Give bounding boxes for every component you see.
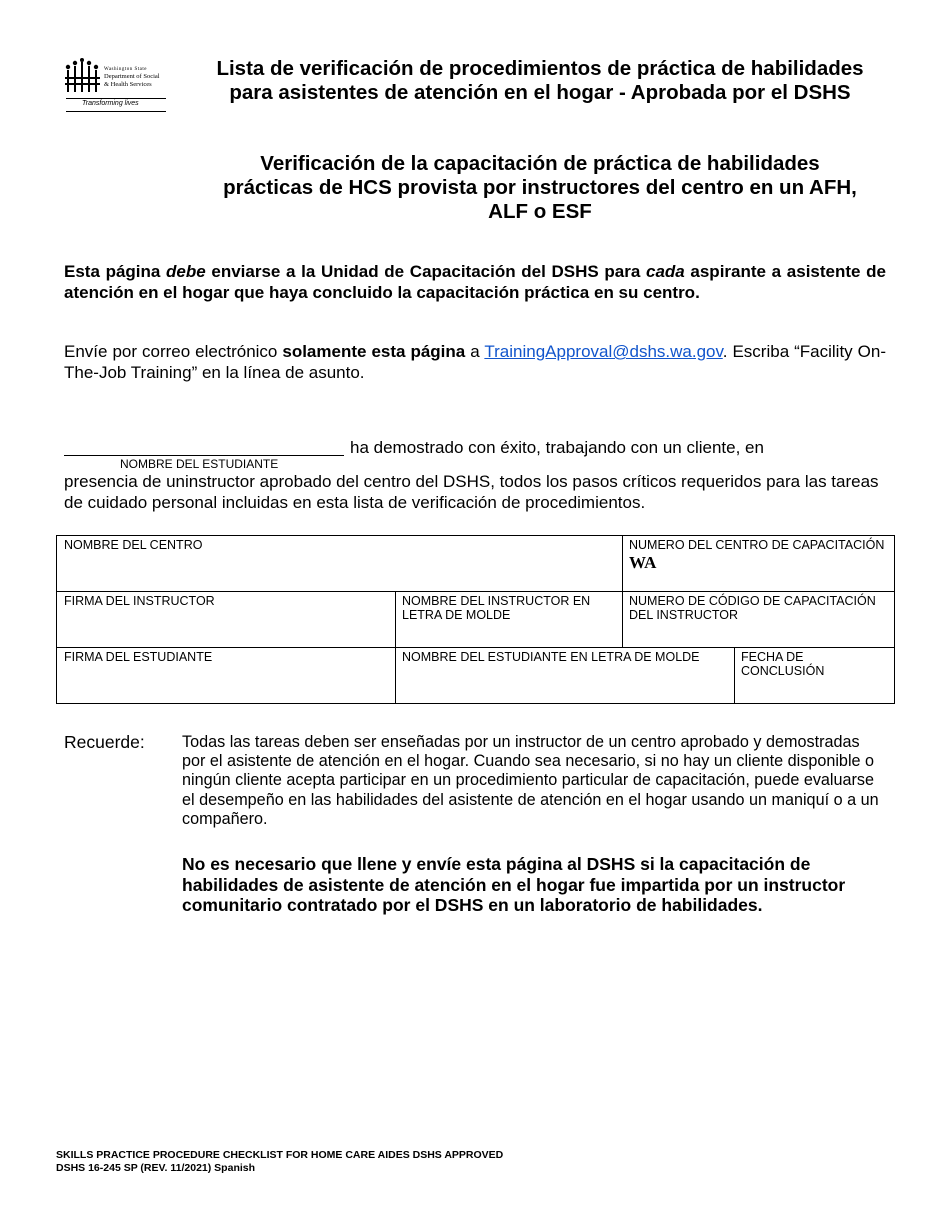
facility-name-field[interactable] bbox=[57, 536, 622, 591]
completion-date-label: FECHA DE CONCLUSIÓN bbox=[741, 650, 825, 678]
training-center-number-field[interactable] bbox=[622, 536, 894, 591]
email-instruction: Envíe por correo electrónico solamente esta página a TrainingApproval@dshs.wa.gov. Escriba “Facility On-The-Job Training” en la línea de asunto. bbox=[64, 342, 887, 382]
training-center-number-label: NUMERO DEL CENTRO DE CAPACITACIÓN bbox=[629, 538, 885, 552]
logo-tagline: Transforming lives bbox=[82, 100, 139, 107]
student-name-label: NOMBRE DEL ESTUDIANTE bbox=[120, 457, 279, 471]
student-printed-name-label: NOMBRE DEL ESTUDIANTE EN LETRA DE MOLDE bbox=[402, 650, 700, 664]
instructor-printed-name-label: NOMBRE DEL INSTRUCTOR EN LETRA DE MOLDE bbox=[402, 594, 591, 622]
page-title: Lista de verificación de procedimientos de práctica de habilidades para asistentes de atención en el hogar - Aprobada por el DSHS bbox=[216, 57, 864, 104]
logo-dept-line2: & Health Services bbox=[104, 81, 152, 88]
student-name-line[interactable] bbox=[64, 455, 344, 456]
instructor-printed-name-field[interactable] bbox=[395, 592, 622, 647]
page-subtitle: Verificación de la capacitación de práctica de habilidades prácticas de HCS provista por instructores del centro en un AFH, ALF o ESF bbox=[223, 152, 857, 223]
facility-name-label: NOMBRE DEL CENTRO bbox=[64, 538, 203, 552]
instructor-code-label: NUMERO DE CÓDIGO DE CAPACITACIÓN DEL INSTRUCTOR bbox=[629, 594, 876, 622]
instructor-signature-label: FIRMA DEL INSTRUCTOR bbox=[64, 594, 215, 608]
email-link[interactable]: TrainingApproval@dshs.wa.gov bbox=[484, 342, 723, 361]
logo-rule bbox=[66, 98, 166, 99]
exemption-note: No es necesario que llene y envíe esta página al DSHS si la capacitación de habilidades de asistente de atención en el hogar fue impartida por un instructor comunitario contratado por el DSHS en un laboratorio de habilidades. bbox=[182, 854, 846, 915]
footer-form-number: DSHS 16-245 SP (REV. 11/2021) Spanish bbox=[56, 1162, 256, 1174]
logo-state: Washington State bbox=[104, 67, 148, 72]
completion-date-field[interactable] bbox=[734, 648, 894, 703]
verification-form bbox=[56, 535, 895, 704]
reminder-text: Todas las tareas deben ser enseñadas por un instructor de un centro aprobado y demostradas por el asistente de atención en el hogar. Cuando sea necesario, si no hay un cliente disponible o ningún cliente acepta participar en un procedimiento particular de capacitación, puede evaluarse el desempeño en las habilidades del asistente de atención en el hogar usando un maniquí o a un compañero. bbox=[182, 733, 879, 828]
instructor-signature-field[interactable] bbox=[57, 592, 395, 647]
logo-rule bbox=[66, 111, 166, 112]
student-signature-field[interactable] bbox=[57, 648, 395, 703]
footer-form-title: SKILLS PRACTICE PROCEDURE CHECKLIST FOR HOME CARE AIDES DSHS APPROVED bbox=[56, 1149, 504, 1161]
student-printed-name-field[interactable] bbox=[395, 648, 734, 703]
statement-line-1: ha demostrado con éxito, trabajando con un cliente, en bbox=[350, 438, 764, 457]
training-center-prefix: WA bbox=[629, 553, 657, 572]
reminder-label: Recuerde: bbox=[64, 732, 145, 752]
dshs-logo bbox=[62, 56, 170, 114]
statement-line-2: presencia de uninstructor aprobado del centro del DSHS, todos los pasos críticos requeridos para las tareas de cuidado personal incluidas en esta lista de verificación de procedimientos. bbox=[64, 472, 879, 512]
submission-instruction: Esta página debe enviarse a la Unidad de Capacitación del DSHS para cada aspirante a asistente de atención en el hogar que haya concluido la capacitación práctica en su centro. bbox=[64, 262, 886, 302]
dshs-people-icon bbox=[64, 58, 104, 96]
instructor-code-field[interactable] bbox=[622, 592, 894, 647]
student-signature-label: FIRMA DEL ESTUDIANTE bbox=[64, 650, 213, 664]
logo-dept-line1: Department of Social bbox=[104, 73, 160, 80]
